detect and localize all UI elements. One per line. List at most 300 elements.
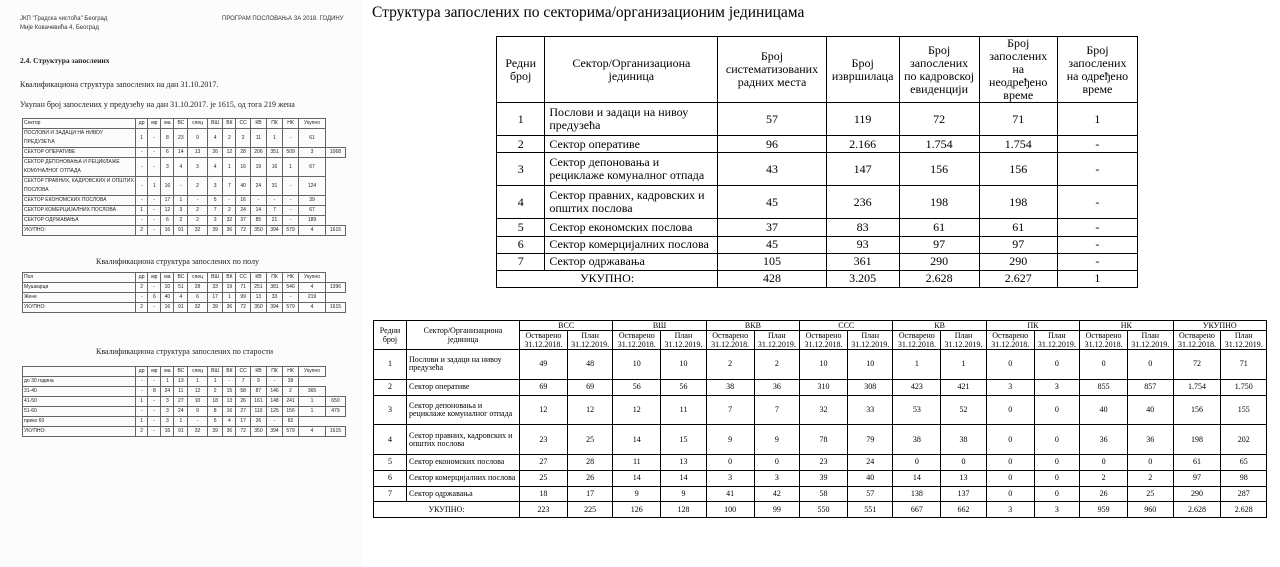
table-cell: 579 xyxy=(283,303,299,313)
table-cell: 25 xyxy=(567,425,613,455)
table-cell: 423 xyxy=(893,379,941,395)
table-cell: 16 xyxy=(161,177,174,196)
table-cell: 72 xyxy=(1173,350,1221,380)
table-cell: 14 xyxy=(613,425,661,455)
header-cell: СС xyxy=(236,273,250,283)
table-cell: 39 xyxy=(800,470,848,486)
table-cell: УКУПНО: xyxy=(23,303,136,313)
table-cell: 124 xyxy=(299,177,326,196)
header-cell: Сектор xyxy=(23,119,136,129)
table-cell: - xyxy=(266,417,282,427)
table-row xyxy=(23,158,346,177)
table-cell: 23 xyxy=(174,129,188,148)
table-cell: 0 xyxy=(1034,470,1080,486)
col-header: Број извршилаца xyxy=(826,37,899,103)
table-cell: 67 xyxy=(299,158,326,177)
table-cell: 4 xyxy=(299,283,326,293)
table-cell: 53 xyxy=(893,395,941,425)
table-cell: 72 xyxy=(236,303,250,313)
table-cell: 0 xyxy=(986,425,1034,455)
table-cell: 206 xyxy=(250,148,266,158)
table-row xyxy=(23,177,346,196)
table-cell: 1 xyxy=(374,350,407,380)
table-cell: 7 xyxy=(754,395,800,425)
header-cell: ВК xyxy=(223,367,236,377)
table-cell: 51-60 xyxy=(23,407,136,417)
table-cell: 7 xyxy=(374,486,407,502)
table-cell: 97 xyxy=(979,236,1057,253)
scanned-page xyxy=(0,0,362,567)
total-cell: 667 xyxy=(893,502,941,518)
table-cell: 4 xyxy=(299,226,326,236)
table-cell: 40 xyxy=(1080,395,1128,425)
table-cell: 13 xyxy=(223,397,236,407)
subheader-plan: План 31.12.2019. xyxy=(754,331,800,350)
table-cell: 2 xyxy=(1080,470,1128,486)
table-cell: - xyxy=(136,377,148,387)
table-cell: 36 xyxy=(223,427,236,437)
table-cell: 202 xyxy=(1221,425,1267,455)
table-cell: 2 xyxy=(223,206,236,216)
table-cell: СЕКТОР ОПЕРАТИВЕ xyxy=(23,148,136,158)
table-cell: 36 xyxy=(1080,425,1128,455)
table-cell: 15 xyxy=(223,387,236,397)
sector-summary-table xyxy=(496,36,1138,288)
table-cell: 40 xyxy=(1128,395,1174,425)
table-cell: 2 xyxy=(136,303,148,313)
table-cell: 365 xyxy=(299,387,326,397)
group-header: ВКВ xyxy=(706,321,799,331)
table-cell: 0 xyxy=(986,350,1034,380)
table-cell: 32 xyxy=(188,226,208,236)
table-cell: - xyxy=(283,129,299,148)
table-cell: 24 xyxy=(174,407,188,417)
table-cell: 71 xyxy=(979,103,1057,136)
table-cell: 9 xyxy=(613,486,661,502)
table-cell: 236 xyxy=(826,186,899,219)
table-cell: 27 xyxy=(174,397,188,407)
table-cell: 0 xyxy=(1080,350,1128,380)
table-cell: - xyxy=(188,417,208,427)
scan-line-2: Укупан број запослених у предузећу на дан 31.10.2017. је 1615, од тога 219 жена xyxy=(20,100,295,109)
table-cell: 11 xyxy=(250,129,266,148)
header-cell: ВС xyxy=(174,273,188,283)
table-cell: 37 xyxy=(236,216,250,226)
table-cell: 8 xyxy=(207,407,222,417)
table-cell: 155 xyxy=(1221,395,1267,425)
table-cell: 1 xyxy=(497,103,545,136)
table-cell: 96 xyxy=(718,136,826,153)
table-cell: 1.754 xyxy=(899,136,979,153)
total-cell: 3.205 xyxy=(826,270,899,287)
table-cell: 41-50 xyxy=(23,397,136,407)
table-cell: 61 xyxy=(979,219,1057,236)
header-cell: КВ xyxy=(250,119,266,129)
table-row xyxy=(23,293,346,303)
table-cell: 71 xyxy=(1221,350,1267,380)
total-cell: 2.628 xyxy=(1221,502,1267,518)
table-cell: 2 xyxy=(706,350,754,380)
table-cell: 0 xyxy=(986,470,1034,486)
table-row xyxy=(497,219,1138,236)
header-cell: НК xyxy=(283,119,299,129)
total-cell: 223 xyxy=(520,502,568,518)
table-cell: 98 xyxy=(1221,470,1267,486)
table-cell: - xyxy=(188,196,208,206)
table-cell: 1.750 xyxy=(1221,379,1267,395)
total-cell: 2.628 xyxy=(899,270,979,287)
table-cell: 7 xyxy=(236,377,250,387)
subheader-plan: План 31.12.2019. xyxy=(941,331,987,350)
total-cell: 959 xyxy=(1080,502,1128,518)
scan-age-table xyxy=(22,366,346,437)
table-header-row xyxy=(23,367,346,377)
table-cell: 26 xyxy=(250,417,266,427)
table-cell: 119 xyxy=(826,103,899,136)
table-cell: 350 xyxy=(250,226,266,236)
header-cell: ПК xyxy=(266,119,282,129)
header-cell: ВШ xyxy=(207,273,222,283)
table-cell: СЕКТОР КОМЕРЦИЈАЛНИХ ПОСЛОВА xyxy=(23,206,136,216)
table-cell: 1 xyxy=(223,293,236,303)
table-cell: - xyxy=(148,196,161,206)
table-cell: 24 xyxy=(847,455,893,471)
table-cell: Сектор оперативе xyxy=(545,136,718,153)
table-cell: 3 xyxy=(374,395,407,425)
header-cell: ВС xyxy=(174,367,188,377)
table-cell: 38 xyxy=(941,425,987,455)
table-cell: 1 xyxy=(136,417,148,427)
table-cell: 13 xyxy=(174,377,188,387)
table-cell: 146 xyxy=(266,387,282,397)
table-cell: 2 xyxy=(188,216,208,226)
header-cell: ВШ xyxy=(207,367,222,377)
table-cell: 39 xyxy=(207,427,222,437)
table-cell: - xyxy=(136,407,148,417)
table-cell: 1615 xyxy=(325,427,345,437)
table-row xyxy=(497,103,1138,136)
table-cell: 394 xyxy=(266,427,282,437)
total-cell: 551 xyxy=(847,502,893,518)
table-cell: 5 xyxy=(207,417,222,427)
table-cell: 12 xyxy=(520,395,568,425)
table-row xyxy=(23,377,346,387)
table-cell: 33 xyxy=(266,293,282,303)
table-cell: - xyxy=(148,206,161,216)
table-cell: 1615 xyxy=(325,226,345,236)
table-cell: 3 xyxy=(497,153,545,186)
table-cell: 36 xyxy=(223,226,236,236)
table-cell: 1.754 xyxy=(1173,379,1221,395)
table-cell: 37 xyxy=(718,219,826,236)
col-header: Сектор/Организациона јединица xyxy=(545,37,718,103)
table-cell: 310 xyxy=(800,379,848,395)
table-cell: 0 xyxy=(1034,455,1080,471)
table-cell: 0 xyxy=(893,455,941,471)
table-cell: ПОСЛОВИ И ЗАДАЦИ НА НИВОУ ПРЕДУЗЕЋА xyxy=(23,129,136,148)
age-title: Квалификациона структура запослених по старости xyxy=(96,347,274,356)
subheader-plan: План 31.12.2019. xyxy=(1128,331,1174,350)
table-cell: - xyxy=(148,216,161,226)
table-cell: 2 xyxy=(374,379,407,395)
subheader-plan: План 31.12.2019. xyxy=(847,331,893,350)
table-cell: 12 xyxy=(613,395,661,425)
table-row xyxy=(23,417,346,427)
table-cell: Сектор оперативе xyxy=(407,379,520,395)
table-cell: 0 xyxy=(1128,455,1174,471)
table-cell: - xyxy=(148,397,161,407)
total-cell: 126 xyxy=(613,502,661,518)
table-cell: СЕКТОР ОДРЖАВАЊА xyxy=(23,216,136,226)
table-cell: - xyxy=(1057,136,1137,153)
table-cell: 36 xyxy=(1128,425,1174,455)
table-cell: 38 xyxy=(893,425,941,455)
header-cell: КВ xyxy=(250,367,266,377)
table-cell: 61 xyxy=(299,129,326,148)
table-cell: 7 xyxy=(207,206,222,216)
table-cell: 3 xyxy=(188,158,208,177)
subheader-actual: Остварено 31.12.2018. xyxy=(893,331,941,350)
table-cell: 32 xyxy=(188,303,208,313)
table-cell: 1 xyxy=(136,206,148,216)
table-cell: 6 xyxy=(497,236,545,253)
table-header-row xyxy=(374,321,1267,331)
table-cell: 69 xyxy=(520,379,568,395)
table-cell: 11 xyxy=(661,395,707,425)
table-cell: УКУПНО: xyxy=(23,427,136,437)
table-cell: 137 xyxy=(941,486,987,502)
table-cell: 26 xyxy=(236,397,250,407)
subheader-actual: Остварено 31.12.2018. xyxy=(1080,331,1128,350)
subheader-actual: Остварено 31.12.2018. xyxy=(1173,331,1221,350)
table-cell: 1 xyxy=(207,377,222,387)
table-cell: - xyxy=(136,148,148,158)
group-header: ССС xyxy=(800,321,893,331)
table-row xyxy=(23,216,346,226)
header-cell: НК xyxy=(283,273,299,283)
header-cell: ма xyxy=(161,273,174,283)
table-cell: 3 xyxy=(986,379,1034,395)
table-cell: - xyxy=(266,196,282,206)
header-cell: спец xyxy=(188,367,208,377)
subheader-actual: Остварено 31.12.2018. xyxy=(986,331,1034,350)
table-cell: 0 xyxy=(986,486,1034,502)
table-cell: - xyxy=(148,226,161,236)
table-cell: 857 xyxy=(1128,379,1174,395)
table-cell: 17 xyxy=(207,293,222,303)
table-cell: 2 xyxy=(497,136,545,153)
table-cell: 91 xyxy=(174,303,188,313)
table-cell: 3 xyxy=(161,397,174,407)
table-cell: 479 xyxy=(325,407,345,417)
table-cell: 97 xyxy=(899,236,979,253)
total-cell: УКУПНО: xyxy=(497,270,718,287)
table-cell: Сектор економских послова xyxy=(545,219,718,236)
table-cell: - xyxy=(283,177,299,196)
table-cell: - xyxy=(1057,153,1137,186)
header-cell: др xyxy=(136,273,148,283)
table-cell: 56 xyxy=(613,379,661,395)
table-cell: 69 xyxy=(567,379,613,395)
table-cell: Сектор одржавања xyxy=(407,486,520,502)
header-cell: мр xyxy=(148,119,161,129)
table-cell: 394 xyxy=(266,226,282,236)
table-cell: 21 xyxy=(266,216,282,226)
table-cell: 58 xyxy=(236,387,250,397)
col-header: Редни број xyxy=(374,321,407,350)
table-cell: 290 xyxy=(899,253,979,270)
table-cell: 4 xyxy=(497,186,545,219)
table-cell: 11 xyxy=(174,387,188,397)
table-cell: - xyxy=(148,129,161,148)
subheader-plan: План 31.12.2019. xyxy=(1034,331,1080,350)
table-row xyxy=(23,303,346,313)
table-cell: 16 xyxy=(266,158,282,177)
table-cell: 148 xyxy=(266,397,282,407)
table-cell: 85 xyxy=(250,216,266,226)
table-cell: 1615 xyxy=(325,303,345,313)
table-cell: 2 xyxy=(236,129,250,148)
table-cell: 3 xyxy=(754,470,800,486)
table-cell: 82 xyxy=(283,417,299,427)
table-cell: - xyxy=(136,196,148,206)
table-cell: 91 xyxy=(174,226,188,236)
table-cell: 509 xyxy=(283,148,299,158)
table-cell: 17 xyxy=(236,417,250,427)
table-cell: 1 xyxy=(148,177,161,196)
table-cell: 156 xyxy=(1173,395,1221,425)
table-cell: 3 xyxy=(207,177,222,196)
subheader-plan: План 31.12.2019. xyxy=(1221,331,1267,350)
table-cell: 3 xyxy=(207,216,222,226)
table-cell: 1 xyxy=(174,196,188,206)
table-cell: 161 xyxy=(250,397,266,407)
table-cell: 110 xyxy=(250,407,266,417)
table-cell: 2 xyxy=(136,283,148,293)
table-cell: - xyxy=(283,196,299,206)
table-cell: 2 xyxy=(207,387,222,397)
table-cell: 33 xyxy=(207,283,222,293)
header-cell: ПК xyxy=(266,273,282,283)
scan-sector-table xyxy=(22,118,346,236)
table-cell: 32 xyxy=(800,395,848,425)
total-cell: 428 xyxy=(718,270,826,287)
table-cell: 12 xyxy=(223,148,236,158)
table-row xyxy=(497,253,1138,270)
table-cell: 219 xyxy=(299,293,326,303)
table-cell: 78 xyxy=(800,425,848,455)
total-cell: 100 xyxy=(706,502,754,518)
table-cell: 36 xyxy=(754,379,800,395)
table-cell: 290 xyxy=(979,253,1057,270)
table-cell: 10 xyxy=(161,283,174,293)
total-cell: 3 xyxy=(1034,502,1080,518)
group-header: ПК xyxy=(986,321,1079,331)
total-cell: 3 xyxy=(986,502,1034,518)
table-cell: 241 xyxy=(283,397,299,407)
table-cell: Сектор правних, кадровских и општих послова xyxy=(545,186,718,219)
table-row xyxy=(23,148,346,158)
subheader-plan: План 31.12.2019. xyxy=(661,331,707,350)
table-cell: 2 xyxy=(754,350,800,380)
table-cell: 0 xyxy=(1034,486,1080,502)
table-cell: 0 xyxy=(986,395,1034,425)
table-row xyxy=(23,407,346,417)
table-row xyxy=(23,397,346,407)
table-cell: 1 xyxy=(266,129,282,148)
subheader-plan: План 31.12.2019. xyxy=(567,331,613,350)
table-cell: 2 xyxy=(188,206,208,216)
table-row xyxy=(374,395,1267,425)
table-cell: 9 xyxy=(250,377,266,387)
table-cell: 13 xyxy=(188,148,208,158)
table-cell: 9 xyxy=(706,425,754,455)
table-cell: 52 xyxy=(941,395,987,425)
table-row xyxy=(374,455,1267,471)
table-cell: 10 xyxy=(800,350,848,380)
table-cell: - xyxy=(223,196,236,206)
table-cell: 25 xyxy=(520,470,568,486)
table-cell: 72 xyxy=(236,226,250,236)
table-cell: 57 xyxy=(847,486,893,502)
table-cell: - xyxy=(148,427,161,437)
table-cell: 40 xyxy=(847,470,893,486)
table-cell: 287 xyxy=(1221,486,1267,502)
table-cell: 9 xyxy=(754,425,800,455)
table-cell: 24 xyxy=(250,177,266,196)
table-cell: 49 xyxy=(520,350,568,380)
table-cell: 1 xyxy=(136,397,148,407)
group-header: НК xyxy=(1080,321,1173,331)
table-cell: 156 xyxy=(979,153,1057,186)
total-cell: 2.627 xyxy=(979,270,1057,287)
table-cell: 13 xyxy=(661,455,707,471)
table-cell: 72 xyxy=(236,427,250,437)
table-cell: - xyxy=(1057,236,1137,253)
table-cell: 26 xyxy=(567,470,613,486)
table-cell: 19 xyxy=(250,158,266,177)
table-cell: - xyxy=(283,206,299,216)
table-cell: - xyxy=(148,283,161,293)
table-cell: 41 xyxy=(706,486,754,502)
table-cell: 24 xyxy=(161,387,174,397)
table-cell: 10 xyxy=(613,350,661,380)
table-cell: 1068 xyxy=(325,148,345,158)
total-row xyxy=(374,502,1267,518)
table-cell: 147 xyxy=(826,153,899,186)
table-cell: Послови и задаци на нивоу предузећа xyxy=(407,350,520,380)
org-name: ЈКП "Градска чистоћа" Београд xyxy=(20,16,108,22)
table-cell: 1 xyxy=(1057,103,1137,136)
table-cell: 198 xyxy=(899,186,979,219)
table-cell: 16 xyxy=(236,158,250,177)
table-cell: 2 xyxy=(174,216,188,226)
table-cell: 57 xyxy=(718,103,826,136)
total-cell: 225 xyxy=(567,502,613,518)
table-cell: - xyxy=(1057,219,1137,236)
subheader-actual: Остварено 31.12.2018. xyxy=(800,331,848,350)
table-cell: 10 xyxy=(661,350,707,380)
table-cell: 1 xyxy=(174,417,188,427)
header-cell: спец xyxy=(188,119,208,129)
col-header: Број запослених на неодређено време xyxy=(979,37,1057,103)
table-cell: - xyxy=(250,196,266,206)
table-cell: 308 xyxy=(847,379,893,395)
header-cell: мр xyxy=(148,367,161,377)
table-cell: 0 xyxy=(1034,425,1080,455)
group-header: КВ xyxy=(893,321,986,331)
org-address: Мије Ковачевића 4, Београд xyxy=(20,25,99,31)
